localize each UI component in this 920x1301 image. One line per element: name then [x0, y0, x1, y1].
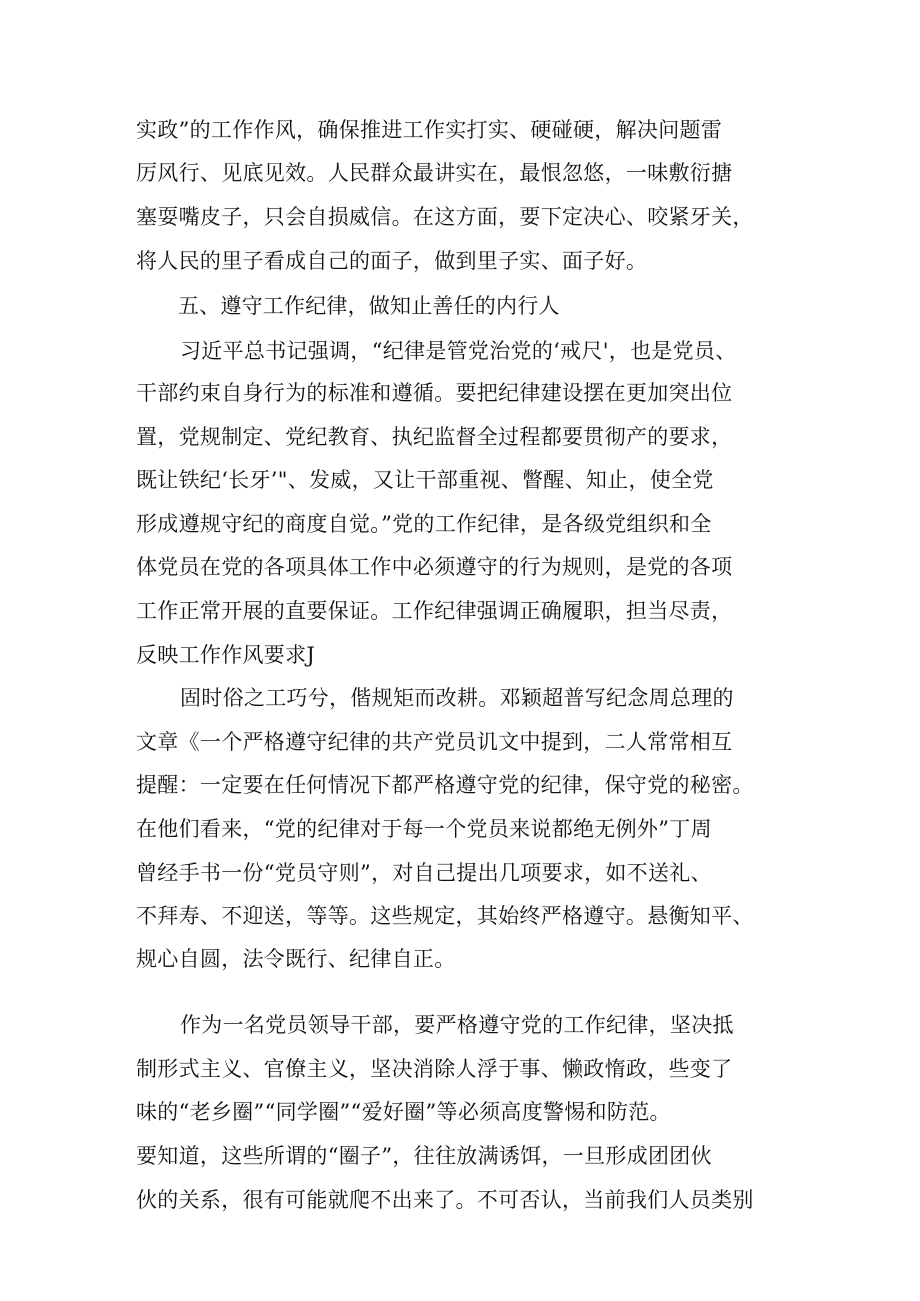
text-line: 厉风行、见底见效。人民群众最讲实在，最恨忽悠，一味敷衍搪	[136, 161, 733, 185]
text-line: 伙的关系，很有可能就爬不出来了。不可否认，当前我们人员类别	[136, 1188, 754, 1212]
text-line: 干部约束自身行为的标准和遵循。要把纪律建设摆在更加突出位	[136, 381, 733, 405]
text-line: 固时俗之工巧兮，偕规矩而改耕。邓颖超普写纪念周总理的	[180, 686, 734, 710]
section-heading: 五、遵守工作纪律，做知止善任的内行人	[178, 294, 560, 318]
text-line: 味的“老乡圈”“同学圈”“爱好圈”等必须高度警惕和防范。	[136, 1100, 671, 1124]
text-line: 形成遵规守纪的商度自觉。”党的工作纪律，是各级党组织和全	[136, 512, 712, 536]
text-line: 要知道，这些所谓的“圈子”，往往放满诱饵，一旦形成团团伙	[136, 1144, 712, 1168]
text-line: 塞耍嘴皮子，只会自损威信。在这方面，要下定决心、咬紧牙关，	[136, 205, 754, 229]
text-line: 体党员在党的各项具体工作中必须遵守的行为规则，是党的各项	[136, 555, 733, 579]
text-line: 既让铁纪‘长牙’"、发威，又让干部重视、瞥醒、知止，使全党	[136, 468, 714, 492]
text-line: 曾经手书一份“党员守则”，对自己提出几项要求，如不送礼、	[136, 861, 712, 885]
text-line: 置，党规制定、党纪教育、执纪监督全过程都要贯彻产的要求，	[136, 425, 733, 449]
text-line: 工作正常开展的直要保证。工作纪律强调正确履职，担当尽责，	[136, 599, 733, 623]
text-line: 实政”的工作作风，确保推进工作实打实、硬碰硬，解决问题雷	[136, 118, 723, 142]
text-line: 反映工作作风要求J	[136, 643, 316, 667]
text-line: 在他们看来，“党的纪律对于每一个党员来说都绝无例外”丁周	[136, 817, 712, 841]
text-line: 规心自圆，法令既行、纪律自正。	[136, 947, 456, 971]
text-line: 提醒：一定要在任何情况下都严格遵守党的纪律，保守党的秘密。	[136, 773, 754, 797]
text-line: 习近平总书记强调，“纪律是管党治党的‘戒尺'，也是党员、	[180, 339, 737, 363]
text-line: 将人民的里子看成自己的面子，做到里子实、面子好。	[136, 249, 648, 273]
document-body	[136, 0, 800, 1301]
text-line: 文章《一个严格遵守纪律的共产党员讥文中提到，二人常常相互	[136, 730, 733, 754]
text-line: 制形式主义、官僚主义，坚决消除人浮于事、懒政惰政，些变了	[136, 1057, 733, 1081]
text-line: 作为一名党员领导干部，要严格遵守党的工作纪律，坚决抵	[180, 1013, 734, 1037]
text-line: 不拜寿、不迎送，等等。这些规定，其始终严格遵守。悬衡知平、	[136, 904, 754, 928]
